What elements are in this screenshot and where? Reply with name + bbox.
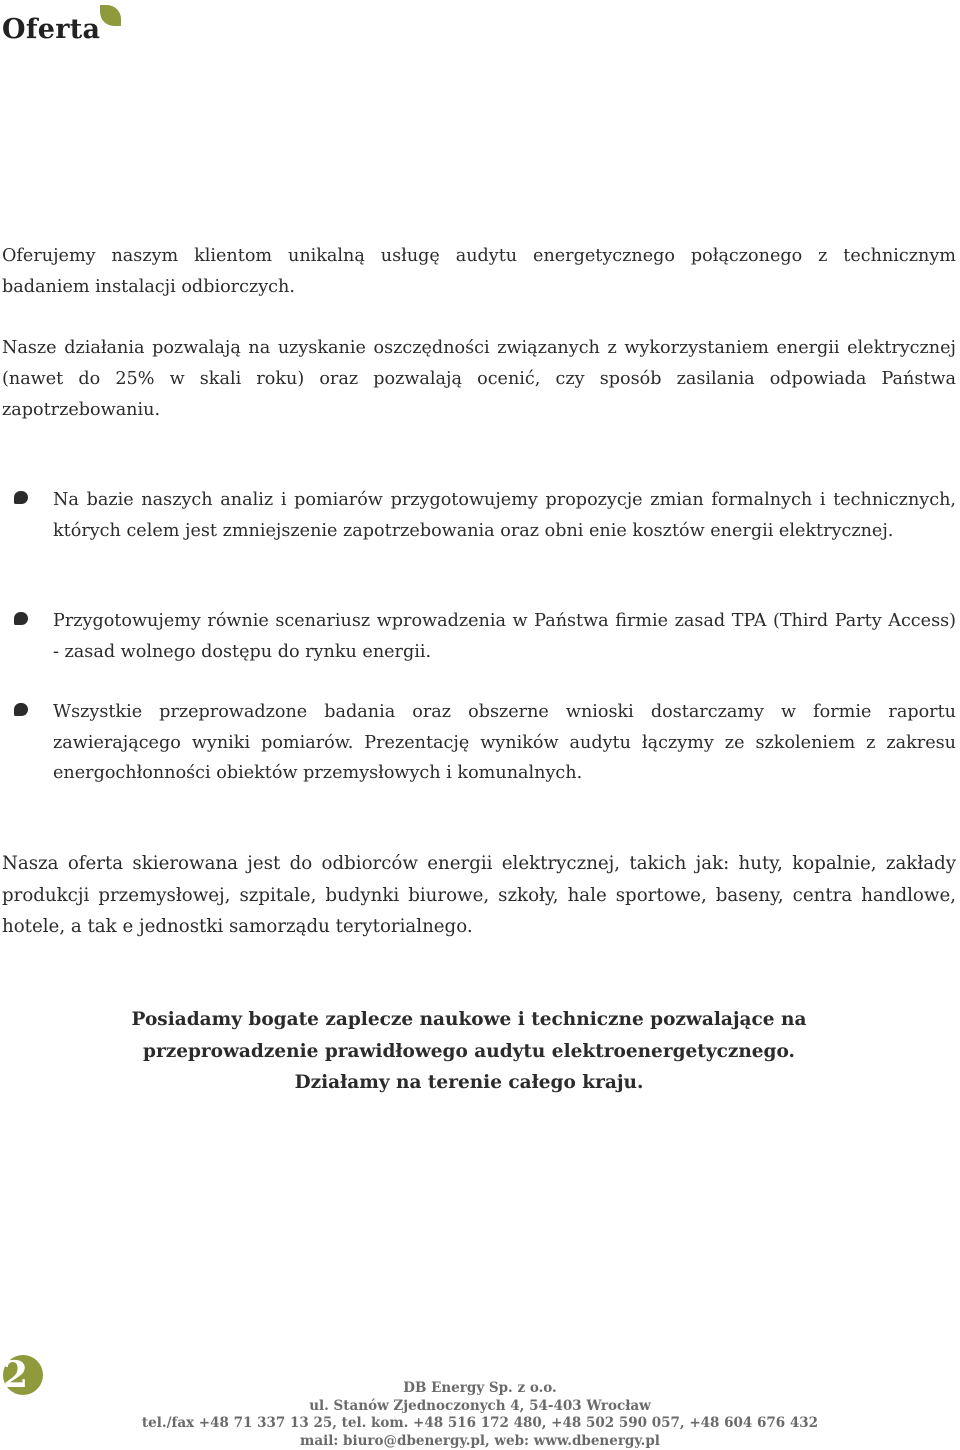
page-number: 2 [3, 1355, 43, 1395]
footer-address: ul. Stanów Zjednoczonych 4, 54-403 Wrocław [0, 1398, 960, 1416]
footer-company: DB Energy Sp. z o.o. [0, 1380, 960, 1398]
list-item-text: Wszystkie przeprowadzone badania oraz obszerne wnioski dostarczamy w formie raportu zawierającego wyniki pomiarów. Prezentację wyników audytu łączymy ze szkoleniem z zakresu energochłonności obiektów przemysłowych i komunalnych. [53, 697, 956, 789]
audience-paragraph: Nasza oferta skierowana jest do odbiorców energii elektrycznej, takich jak: huty, kopalnie, zakłady produkcji przemysłowej, szpitale, budynki biurowe, szkoły, hale sportowe, baseny, centra handlowe, hotele, a tak e jednostki samorządu terytorialnego. [2, 848, 956, 943]
intro-paragraph: Oferujemy naszym klientom unikalną usługę audytu energetycznego połączonego z technicznym badaniem instalacji odbiorczych. [2, 241, 956, 303]
page-title: Oferta [2, 14, 100, 45]
benefits-paragraph: Nasze działania pozwalają na uzyskanie oszczędności związanych z wykorzystaniem energii elektrycznej (nawet do 25% w skali roku) oraz pozwalają ocenić, czy sposób zasilania odpowiada Państwa zapotrzebowaniu. [2, 333, 956, 426]
closing-line: Działamy na terenie całego kraju. [0, 1067, 960, 1099]
bullet-icon [14, 703, 28, 716]
footer-phones: tel./fax +48 71 337 13 25, tel. kom. +48 516 172 480, +48 502 590 057, +48 604 676 432 [0, 1415, 960, 1433]
list-item-text: Przygotowujemy równie scenariusz wprowadzenia w Państwa firmie zasad TPA (Third Party Access) - zasad wolnego dostępu do rynku energii. [53, 606, 956, 667]
closing-statement [0, 1004, 960, 1099]
closing-line: Posiadamy bogate zaplecze naukowe i techniczne pozwalające na [0, 1004, 960, 1036]
footer-contact: mail: biuro@dbenergy.pl, web: www.dbenergy.pl [0, 1433, 960, 1450]
bullet-icon [14, 612, 28, 625]
leaf-icon [100, 5, 121, 26]
footer [0, 1380, 960, 1450]
list-item-text: Na bazie naszych analiz i pomiarów przygotowujemy propozycje zmian formalnych i technicznych, których celem jest zmniejszenie zapotrzebowania oraz obni enie kosztów energii elektrycznej. [53, 485, 956, 546]
closing-line: przeprowadzenie prawidłowego audytu elektroenergetycznego. [0, 1036, 960, 1068]
bullet-icon [14, 491, 28, 504]
